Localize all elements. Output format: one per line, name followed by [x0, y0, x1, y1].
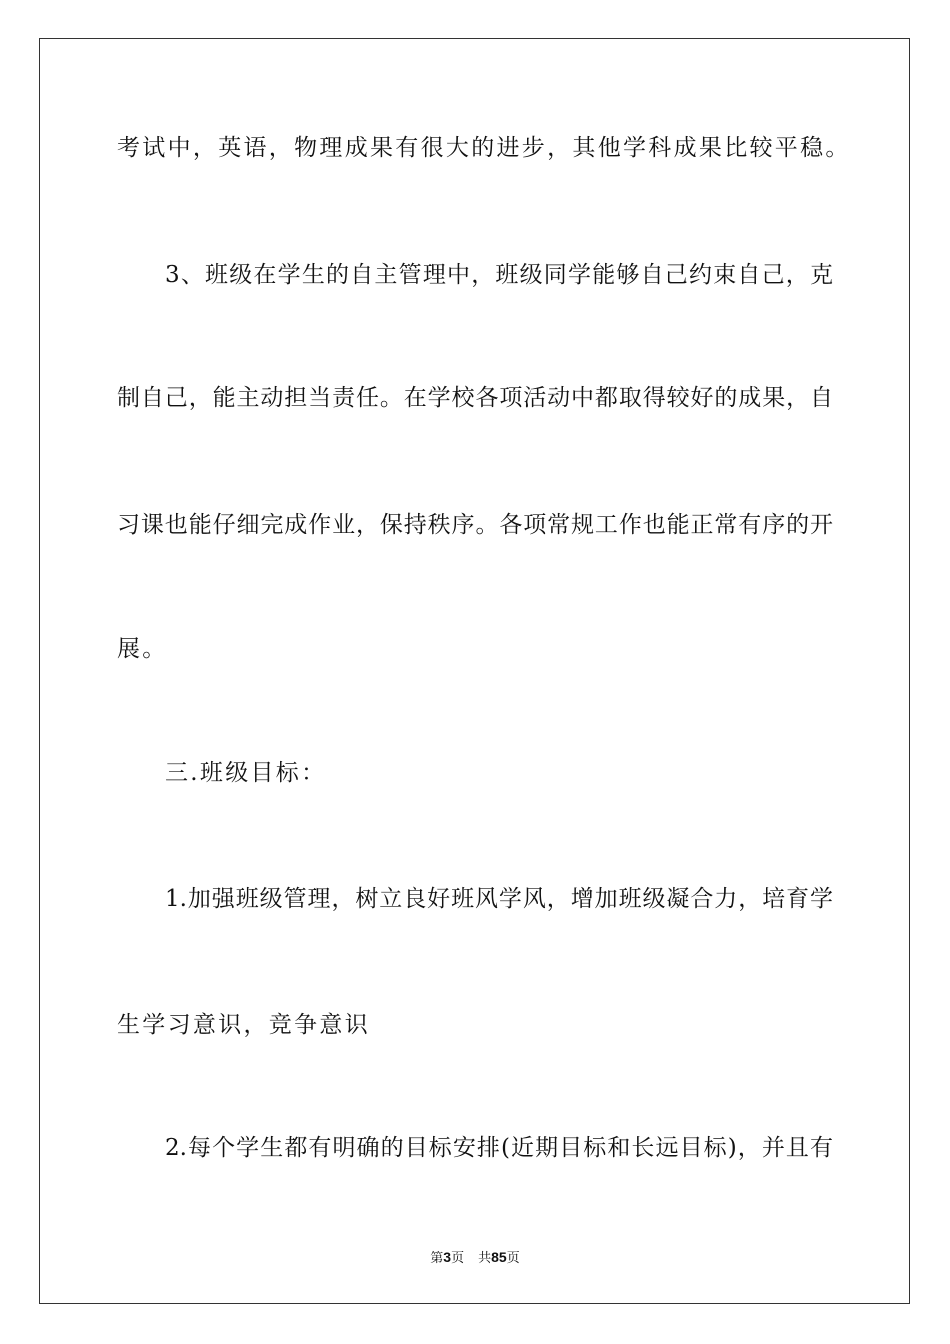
paragraph-line-4: 习课也能仔细完成作业，保持秩序。各项常规工作也能正常有序的开	[117, 512, 833, 538]
paragraph-line-3: 制自己，能主动担当责任。在学校各项活动中都取得较好的成果，自	[117, 385, 833, 411]
page-border	[39, 38, 910, 1304]
footer-total-prefix: 共	[478, 1251, 492, 1266]
footer-page-number: 3	[443, 1249, 452, 1265]
footer-page-suffix: 页	[451, 1251, 465, 1266]
footer-page-prefix: 第	[430, 1251, 444, 1266]
paragraph-line-9: 2.每个学生都有明确的目标安排(近期目标和长远目标)，并且有	[165, 1135, 833, 1161]
paragraph-line-1: 考试中，英语，物理成果有很大的进步，其他学科成果比较平稳。	[117, 135, 851, 161]
paragraph-line-2: 3、班级在学生的自主管理中，班级同学能够自己约束自己，克	[165, 262, 833, 288]
paragraph-line-7: 1.加强班级管理，树立良好班风学风，增加班级凝合力，培育学	[165, 886, 833, 912]
paragraph-line-8: 生学习意识，竞争意识	[117, 1012, 370, 1038]
footer-total-pages: 85	[491, 1249, 507, 1265]
footer-total-suffix: 页	[506, 1251, 520, 1266]
page-footer	[0, 1247, 950, 1266]
section-heading: 三.班级目标：	[165, 760, 327, 786]
paragraph-line-5: 展。	[117, 636, 168, 662]
